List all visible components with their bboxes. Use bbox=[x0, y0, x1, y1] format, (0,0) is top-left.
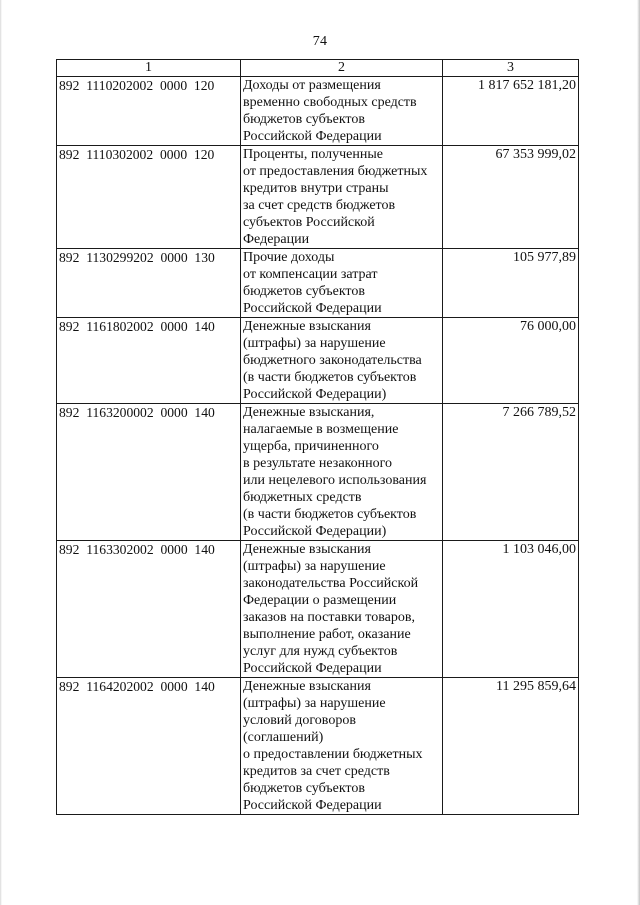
description-line: Проценты, полученные bbox=[243, 147, 383, 162]
table-row bbox=[57, 77, 579, 146]
table-row bbox=[57, 146, 579, 249]
budget-code-cell: 892 1163200002 0000 140 bbox=[57, 404, 241, 541]
description-line: Российской Федерации) bbox=[243, 524, 387, 539]
table-row bbox=[57, 541, 579, 678]
amount-cell: 76 000,00 bbox=[443, 318, 579, 404]
description-line: налагаемые в возмещение bbox=[243, 422, 399, 437]
description-line: в результате незаконного bbox=[243, 456, 393, 471]
description-line: условий договоров bbox=[243, 713, 356, 728]
budget-code-cell: 892 1163302002 0000 140 bbox=[57, 541, 241, 678]
amount-cell: 1 103 046,00 bbox=[443, 541, 579, 678]
table-body bbox=[57, 77, 579, 815]
budget-code-cell: 892 1110302002 0000 120 bbox=[57, 146, 241, 249]
description-line: от компенсации затрат bbox=[243, 267, 378, 282]
column-header-amount: 3 bbox=[443, 60, 579, 77]
description-line: Российской Федерации bbox=[243, 129, 382, 144]
table-header-row bbox=[57, 60, 579, 77]
description-cell bbox=[241, 678, 443, 815]
table-row bbox=[57, 249, 579, 318]
table-row bbox=[57, 318, 579, 404]
description-line: бюджетных средств bbox=[243, 490, 362, 505]
description-line: Денежные взыскания bbox=[243, 542, 371, 557]
description-line: Федерации о размещении bbox=[243, 593, 397, 608]
amount-cell: 11 295 859,64 bbox=[443, 678, 579, 815]
description-line: субъектов Российской bbox=[243, 215, 375, 230]
budget-code-cell: 892 1161802002 0000 140 bbox=[57, 318, 241, 404]
description-line: заказов на поставки товаров, bbox=[243, 610, 415, 625]
budget-code-cell: 892 1164202002 0000 140 bbox=[57, 678, 241, 815]
budget-code-cell: 892 1130299202 0000 130 bbox=[57, 249, 241, 318]
description-line: бюджетного законодательства bbox=[243, 353, 422, 368]
description-line: (в части бюджетов субъектов bbox=[243, 507, 417, 522]
budget-code-cell: 892 1110202002 0000 120 bbox=[57, 77, 241, 146]
amount-cell: 67 353 999,02 bbox=[443, 146, 579, 249]
description-line: (штрафы) за нарушение bbox=[243, 559, 386, 574]
description-line: Российской Федерации bbox=[243, 661, 382, 676]
amount-cell: 1 817 652 181,20 bbox=[443, 77, 579, 146]
description-line: Доходы от размещения bbox=[243, 78, 381, 93]
description-cell bbox=[241, 249, 443, 318]
description-line: (в части бюджетов субъектов bbox=[243, 370, 417, 385]
scan-left-edge bbox=[0, 0, 2, 905]
description-line: за счет средств бюджетов bbox=[243, 198, 396, 213]
description-line: бюджетов субъектов bbox=[243, 284, 365, 299]
description-line: кредитов внутри страны bbox=[243, 181, 389, 196]
table-row bbox=[57, 404, 579, 541]
description-line: временно свободных средств bbox=[243, 95, 417, 110]
description-line: Российской Федерации bbox=[243, 798, 382, 813]
description-line: от предоставления бюджетных bbox=[243, 164, 428, 179]
description-line: Прочие доходы bbox=[243, 250, 335, 265]
description-line: Федерации bbox=[243, 232, 310, 247]
amount-cell: 7 266 789,52 bbox=[443, 404, 579, 541]
description-cell bbox=[241, 541, 443, 678]
description-cell bbox=[241, 318, 443, 404]
table-row bbox=[57, 678, 579, 815]
description-line: кредитов за счет средств bbox=[243, 764, 390, 779]
description-line: или нецелевого использования bbox=[243, 473, 427, 488]
description-line: о предоставлении бюджетных bbox=[243, 747, 423, 762]
column-header-code: 1 bbox=[57, 60, 241, 77]
description-line: бюджетов субъектов bbox=[243, 781, 365, 796]
amount-cell: 105 977,89 bbox=[443, 249, 579, 318]
description-cell bbox=[241, 77, 443, 146]
description-line: услуг для нужд субъектов bbox=[243, 644, 398, 659]
description-line: Денежные взыскания, bbox=[243, 405, 375, 420]
description-line: (штрафы) за нарушение bbox=[243, 696, 386, 711]
description-line: ущерба, причиненного bbox=[243, 439, 379, 454]
revenue-table bbox=[56, 59, 579, 815]
description-line: (штрафы) за нарушение bbox=[243, 336, 386, 351]
description-line: Денежные взыскания bbox=[243, 319, 371, 334]
description-cell bbox=[241, 146, 443, 249]
description-line: Российской Федерации) bbox=[243, 387, 387, 402]
description-line: законодательства Российской bbox=[243, 576, 419, 591]
column-header-description: 2 bbox=[241, 60, 443, 77]
page-number: 74 bbox=[312, 34, 328, 49]
description-line: (соглашений) bbox=[243, 730, 324, 745]
description-line: бюджетов субъектов bbox=[243, 112, 365, 127]
description-line: выполнение работ, оказание bbox=[243, 627, 411, 642]
description-line: Российской Федерации bbox=[243, 301, 382, 316]
description-line: Денежные взыскания bbox=[243, 679, 371, 694]
description-cell bbox=[241, 404, 443, 541]
